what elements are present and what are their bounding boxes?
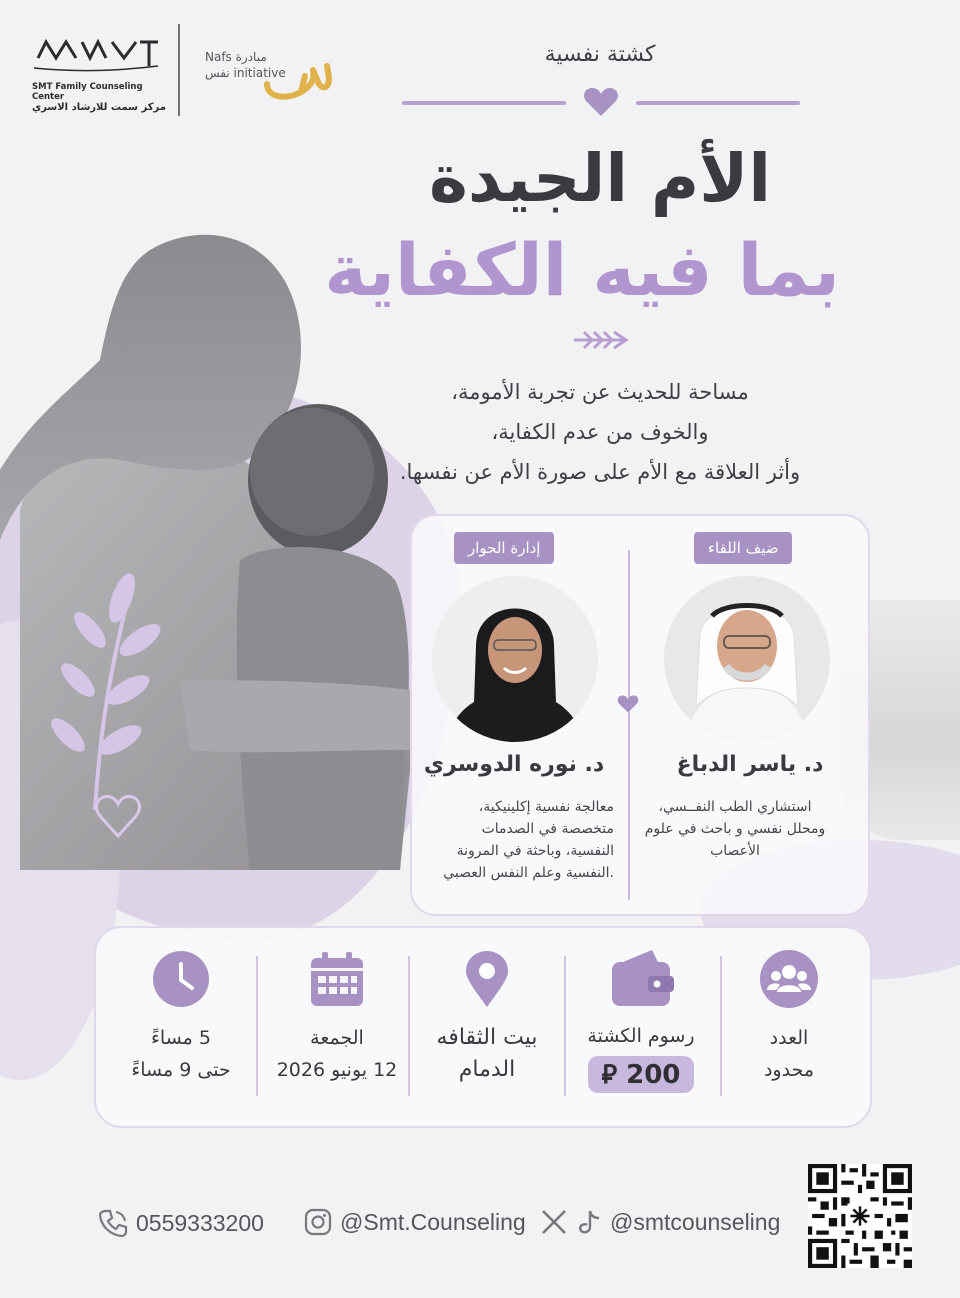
location-pin-icon: [464, 949, 510, 1009]
smt-name-en: SMT Family Counseling Center: [32, 82, 143, 102]
location-line1: بيت الثقافه: [436, 1025, 538, 1050]
arrow-decoration-icon: [570, 328, 630, 352]
bio-line: ومحلل نفسي و باحث في علوم: [644, 821, 826, 837]
bio-line: متخصصة في الصدمات: [481, 821, 614, 837]
header-rule-right: [636, 101, 800, 105]
bio-line: الأعصاب: [710, 843, 760, 859]
footer-instagram[interactable]: [304, 1208, 526, 1236]
info-separator: [256, 956, 258, 1096]
description-line: وأثر العلاقة مع الأم على صورة الأم عن نفسها.: [399, 460, 801, 484]
nafs-line2: نفس initiative: [205, 66, 286, 80]
count-line2: محدود: [763, 1059, 815, 1081]
phone-number: 0559333200: [136, 1209, 264, 1236]
heart-icon: [617, 694, 639, 714]
bio-line: استشاري الطب النفــسي،: [658, 799, 812, 815]
host-bio: [414, 796, 614, 884]
mother-child-photo: [0, 210, 420, 890]
time-line1: 5 مساءً: [151, 1027, 211, 1049]
header-rule-left: [402, 101, 566, 105]
clock-icon: [152, 950, 210, 1008]
date-line1: الجمعة: [310, 1027, 364, 1049]
count-line1: العدد: [769, 1027, 809, 1049]
instagram-icon: [304, 1208, 332, 1236]
wallet-icon: [608, 948, 674, 1010]
event-description: [380, 372, 820, 492]
price-badge: [588, 1056, 695, 1093]
bio-line: معالجة نفسية إكلينيكية،: [478, 799, 614, 815]
price-value: 200: [626, 1060, 681, 1090]
calendar-icon: [309, 950, 365, 1008]
heart-icon: [583, 86, 619, 118]
smt-name-ar: مركز سمت للارشاد الاسري: [32, 102, 166, 113]
footer-phone[interactable]: [98, 1208, 264, 1238]
info-date: [262, 946, 412, 1086]
host-avatar: [432, 576, 598, 742]
guest-name: د. ياسر الدباغ: [676, 752, 824, 777]
host-name: د. نوره الدوسري: [423, 752, 605, 777]
smt-logo-mark: [32, 28, 162, 76]
date-line2: 12 يونيو 2026: [276, 1059, 398, 1081]
fee-label: رسوم الكشتة: [587, 1025, 695, 1047]
host-tag: إدارة الحوار: [454, 532, 554, 564]
bio-line: النفسية، وباحثة في المرونة: [456, 843, 614, 859]
bio-line: .النفسية وعلم النفس العصبي: [443, 865, 614, 881]
title-line1: الأم الجيدة: [428, 140, 772, 217]
description-line: والخوف من عدم الكفاية،: [491, 420, 709, 444]
tiktok-icon: [576, 1208, 602, 1236]
guest-avatar: [664, 576, 830, 742]
phone-icon: [98, 1208, 128, 1238]
title-line2: بما فيه الكفاية: [324, 228, 840, 312]
guest-tag: ضيف اللقاء: [694, 532, 792, 564]
logo-divider: [178, 24, 180, 116]
footer-x-tiktok[interactable]: [540, 1208, 780, 1236]
time-line2: حتى 9 مساءً: [131, 1059, 231, 1081]
event-type: كشتة نفسية: [544, 42, 656, 67]
guest-bio: [622, 796, 848, 862]
group-icon: [760, 950, 818, 1008]
info-time: [106, 946, 256, 1086]
info-fee: [566, 946, 716, 1093]
description-line: مساحة للحديث عن تجربة الأمومة،: [451, 380, 749, 404]
qr-code[interactable]: [808, 1164, 912, 1268]
nafs-logo: [205, 44, 345, 104]
x-icon: [540, 1208, 568, 1236]
info-location: [412, 946, 562, 1086]
info-count: [714, 946, 864, 1086]
instagram-handle: @Smt.Counseling: [340, 1208, 526, 1235]
location-line2: الدمام: [458, 1057, 516, 1082]
nafs-line1: Nafs مبادرة: [205, 50, 267, 64]
x-tiktok-handle: @smtcounseling: [610, 1208, 781, 1235]
currency-symbol: ⃁: [601, 1060, 618, 1090]
smt-logo: [32, 28, 172, 113]
nafs-logo-mark: [261, 54, 333, 104]
